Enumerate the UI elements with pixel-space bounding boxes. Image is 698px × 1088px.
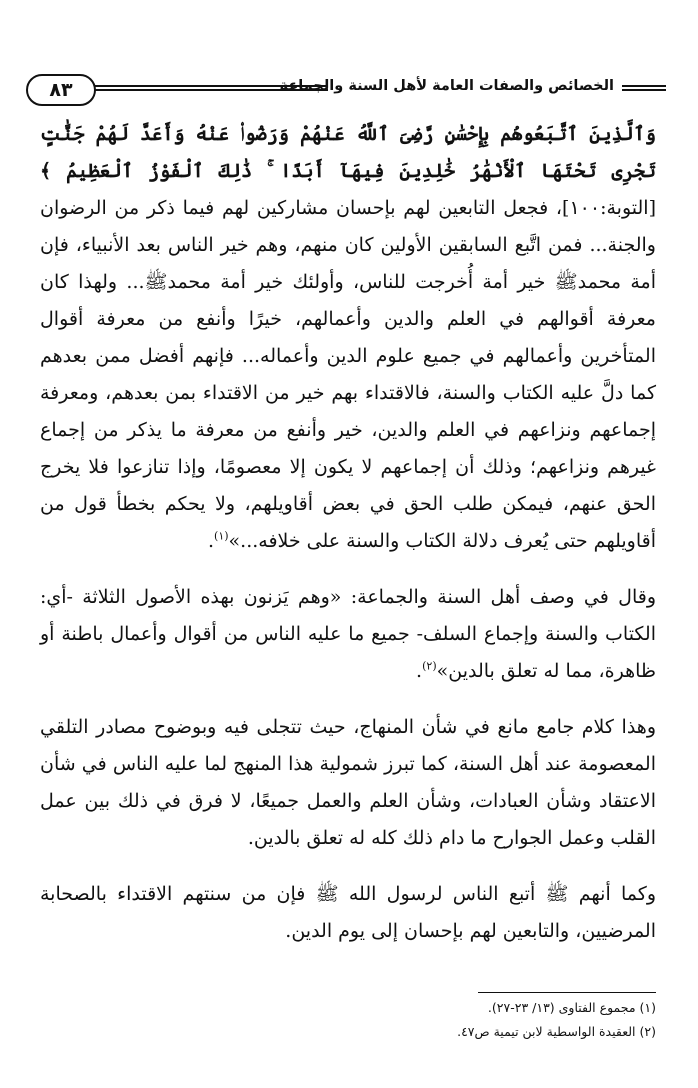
page-number: ٨٣ bbox=[26, 74, 96, 106]
verse-reference: [التوبة:١٠٠] bbox=[562, 197, 656, 219]
paragraph-comprehensive-statement: وهذا كلام جامع مانع في شأن المنهاج، حيث تتجلى فيه وبوضوح مصادر التلقي المعصومة عند أهل السنة، كما تبرز شمولية هذا المنهج لما عليه الناس في شأن الاعتقاد وشأن العبادات، وشأن العلم والعمل جميعًا، لا فرق في ذلك بين عمل القلب وعمل الجوارح ما دام ذلك كله له تعلق بالدين. bbox=[40, 716, 656, 849]
main-text bbox=[40, 116, 656, 950]
running-header-title: الخصائص والصفات العامة لأهل السنة والجماعة bbox=[279, 78, 614, 94]
paragraph-following-companions: وكما أنهم ﷺ أتبع الناس لرسول الله ﷺ فإن من سنتهم الاقتداء بالصحابة المرضيين، والتابعين لهم بإحسان إلى يوم الدين. bbox=[40, 883, 656, 942]
footnotes bbox=[40, 996, 656, 1044]
paragraph-text: ، فجعل التابعين لهم بإحسان مشاركين لهم فيما ذكر من الرضوان والجنة... فمن اتَّبع السابقين الأولين كان منهم، وهم خير الناس بعد الأنبياء، فإن أمة محمدﷺ خير أمة أُخرجت للناس، وأولئك خير أمة محمدﷺ... ولهذا كان معرفة أقوالهم في العلم والدين وأعمالهم، خيرًا وأنفع من معرفة أقوال المتأخرين وأعمالهم في جميع علوم الدين وأعماله... فإنهم أفضل ممن بعدهم كما دلَّ عليه الكتاب والسنة، فالاقتداء بهم خير من الاقتداء بمن بعدهم، ومعرفة إجماعهم ونزاعهم في العلم والدين، خير وأنفع من معرفة ما يذكر من إجماع غيرهم ونزاعهم؛ وذلك أن إجماعهم لا يكون إلا معصومًا، وإذا تنازعوا فلا يخرج الحق عنهم، فيمكن طلب الحق في بعض أقاويلهم، ولا يحكم بخطأ قول من أقاويلهم حتى يُعرف دلالة الكتاب والسنة على خلافه...» bbox=[40, 197, 656, 552]
footnote-divider bbox=[478, 992, 656, 993]
paragraph-ahl-sunnah-description: وقال في وصف أهل السنة والجماعة: «وهم يَزنون بهذه الأصول الثلاثة -أي: الكتاب والسنة وإجماع السلف- جميع ما عليه الناس من أقوال وأعمال باطنة أو ظاهرة، مما له تعلق بالدين»$^{(٢)}$. bbox=[40, 586, 656, 682]
paragraph-text: وقال في وصف أهل السنة والجماعة: «وهم يَزنون بهذه الأصول الثلاثة -أي: الكتاب والسنة وإجماع السلف- جميع ما عليه الناس من أقوال وأعمال باطنة أو ظاهرة، مما له تعلق بالدين» bbox=[40, 586, 656, 682]
footnote-1: (١) مجموع الفتاوى (١٣/ ٢٣-٢٧). bbox=[487, 1000, 656, 1015]
header-rule bbox=[84, 85, 328, 91]
footnote-2: (٢) العقيدة الواسطية لابن تيمية ص٤٧. bbox=[457, 1024, 656, 1039]
paragraph-quote: وَٱلَّذِينَ ٱتَّبَعُوهُم بِإِحْسَٰنٍ رَّضِىَ ٱللَّهُ عَنْهُمْ وَرَضُوا۟ عَنْهُ وَأَعَدَّ لَهُمْ جَنَّٰتٍ تَجْرِى تَحْتَهَا ٱلْأَنْهَٰرُ خَٰلِدِينَ فِيهَآ أَبَدًا ۚ ذَٰلِكَ ٱلْفَوْزُ ٱلْعَظِيمُ ﴾[التوبة:١٠٠]، فجعل التابعين لهم بإحسان مشاركين لهم فيما ذكر من الرضوان والجنة... فمن اتَّبع السابقين الأولين كان منهم، وهم خير الناس بعد الأنبياء، فإن أمة محمدﷺ خير أمة أُخرجت للناس، وأولئك خير أمة محمدﷺ... ولهذا كان معرفة أقوالهم في العلم والدين وأعمالهم، خيرًا وأنفع من معرفة أقوال المتأخرين وأعمالهم في جميع علوم الدين وأعماله... فإنهم أفضل ممن بعدهم كما دلَّ عليه الكتاب والسنة، فالاقتداء بهم خير من الاقتداء بمن بعدهم، ومعرفة إجماعهم ونزاعهم في العلم والدين، خير وأنفع من معرفة ما يذكر من إجماع غيرهم ونزاعهم؛ وذلك أن إجماعهم لا يكون إلا معصومًا، وإذا تنازعوا فلا يخرج الحق عنهم، فيمكن طلب الحق في بعض أقاويلهم، ولا يحكم بخطأ قول من أقاويلهم حتى يُعرف دلالة الكتاب والسنة على خلافه...»$^{(١)}$. bbox=[40, 123, 656, 552]
header-ornament bbox=[622, 85, 666, 91]
footnote-marker-2[interactable]: (٢) bbox=[422, 659, 437, 673]
running-header bbox=[26, 74, 666, 108]
quran-verse: وَٱلَّذِينَ ٱتَّبَعُوهُم بِإِحْسَٰنٍ رَّضِىَ ٱللَّهُ عَنْهُمْ وَرَضُوا۟ عَنْهُ وَأَعَدَّ لَهُمْ جَنَّٰتٍ تَجْرِى تَحْتَهَا ٱلْأَنْهَٰرُ خَٰلِدِينَ فِيهَآ أَبَدًا ۚ ذَٰلِكَ ٱلْفَوْزُ ٱلْعَظِيمُ ﴾ bbox=[40, 123, 656, 182]
footnote-marker-1[interactable]: (١) bbox=[214, 529, 229, 543]
